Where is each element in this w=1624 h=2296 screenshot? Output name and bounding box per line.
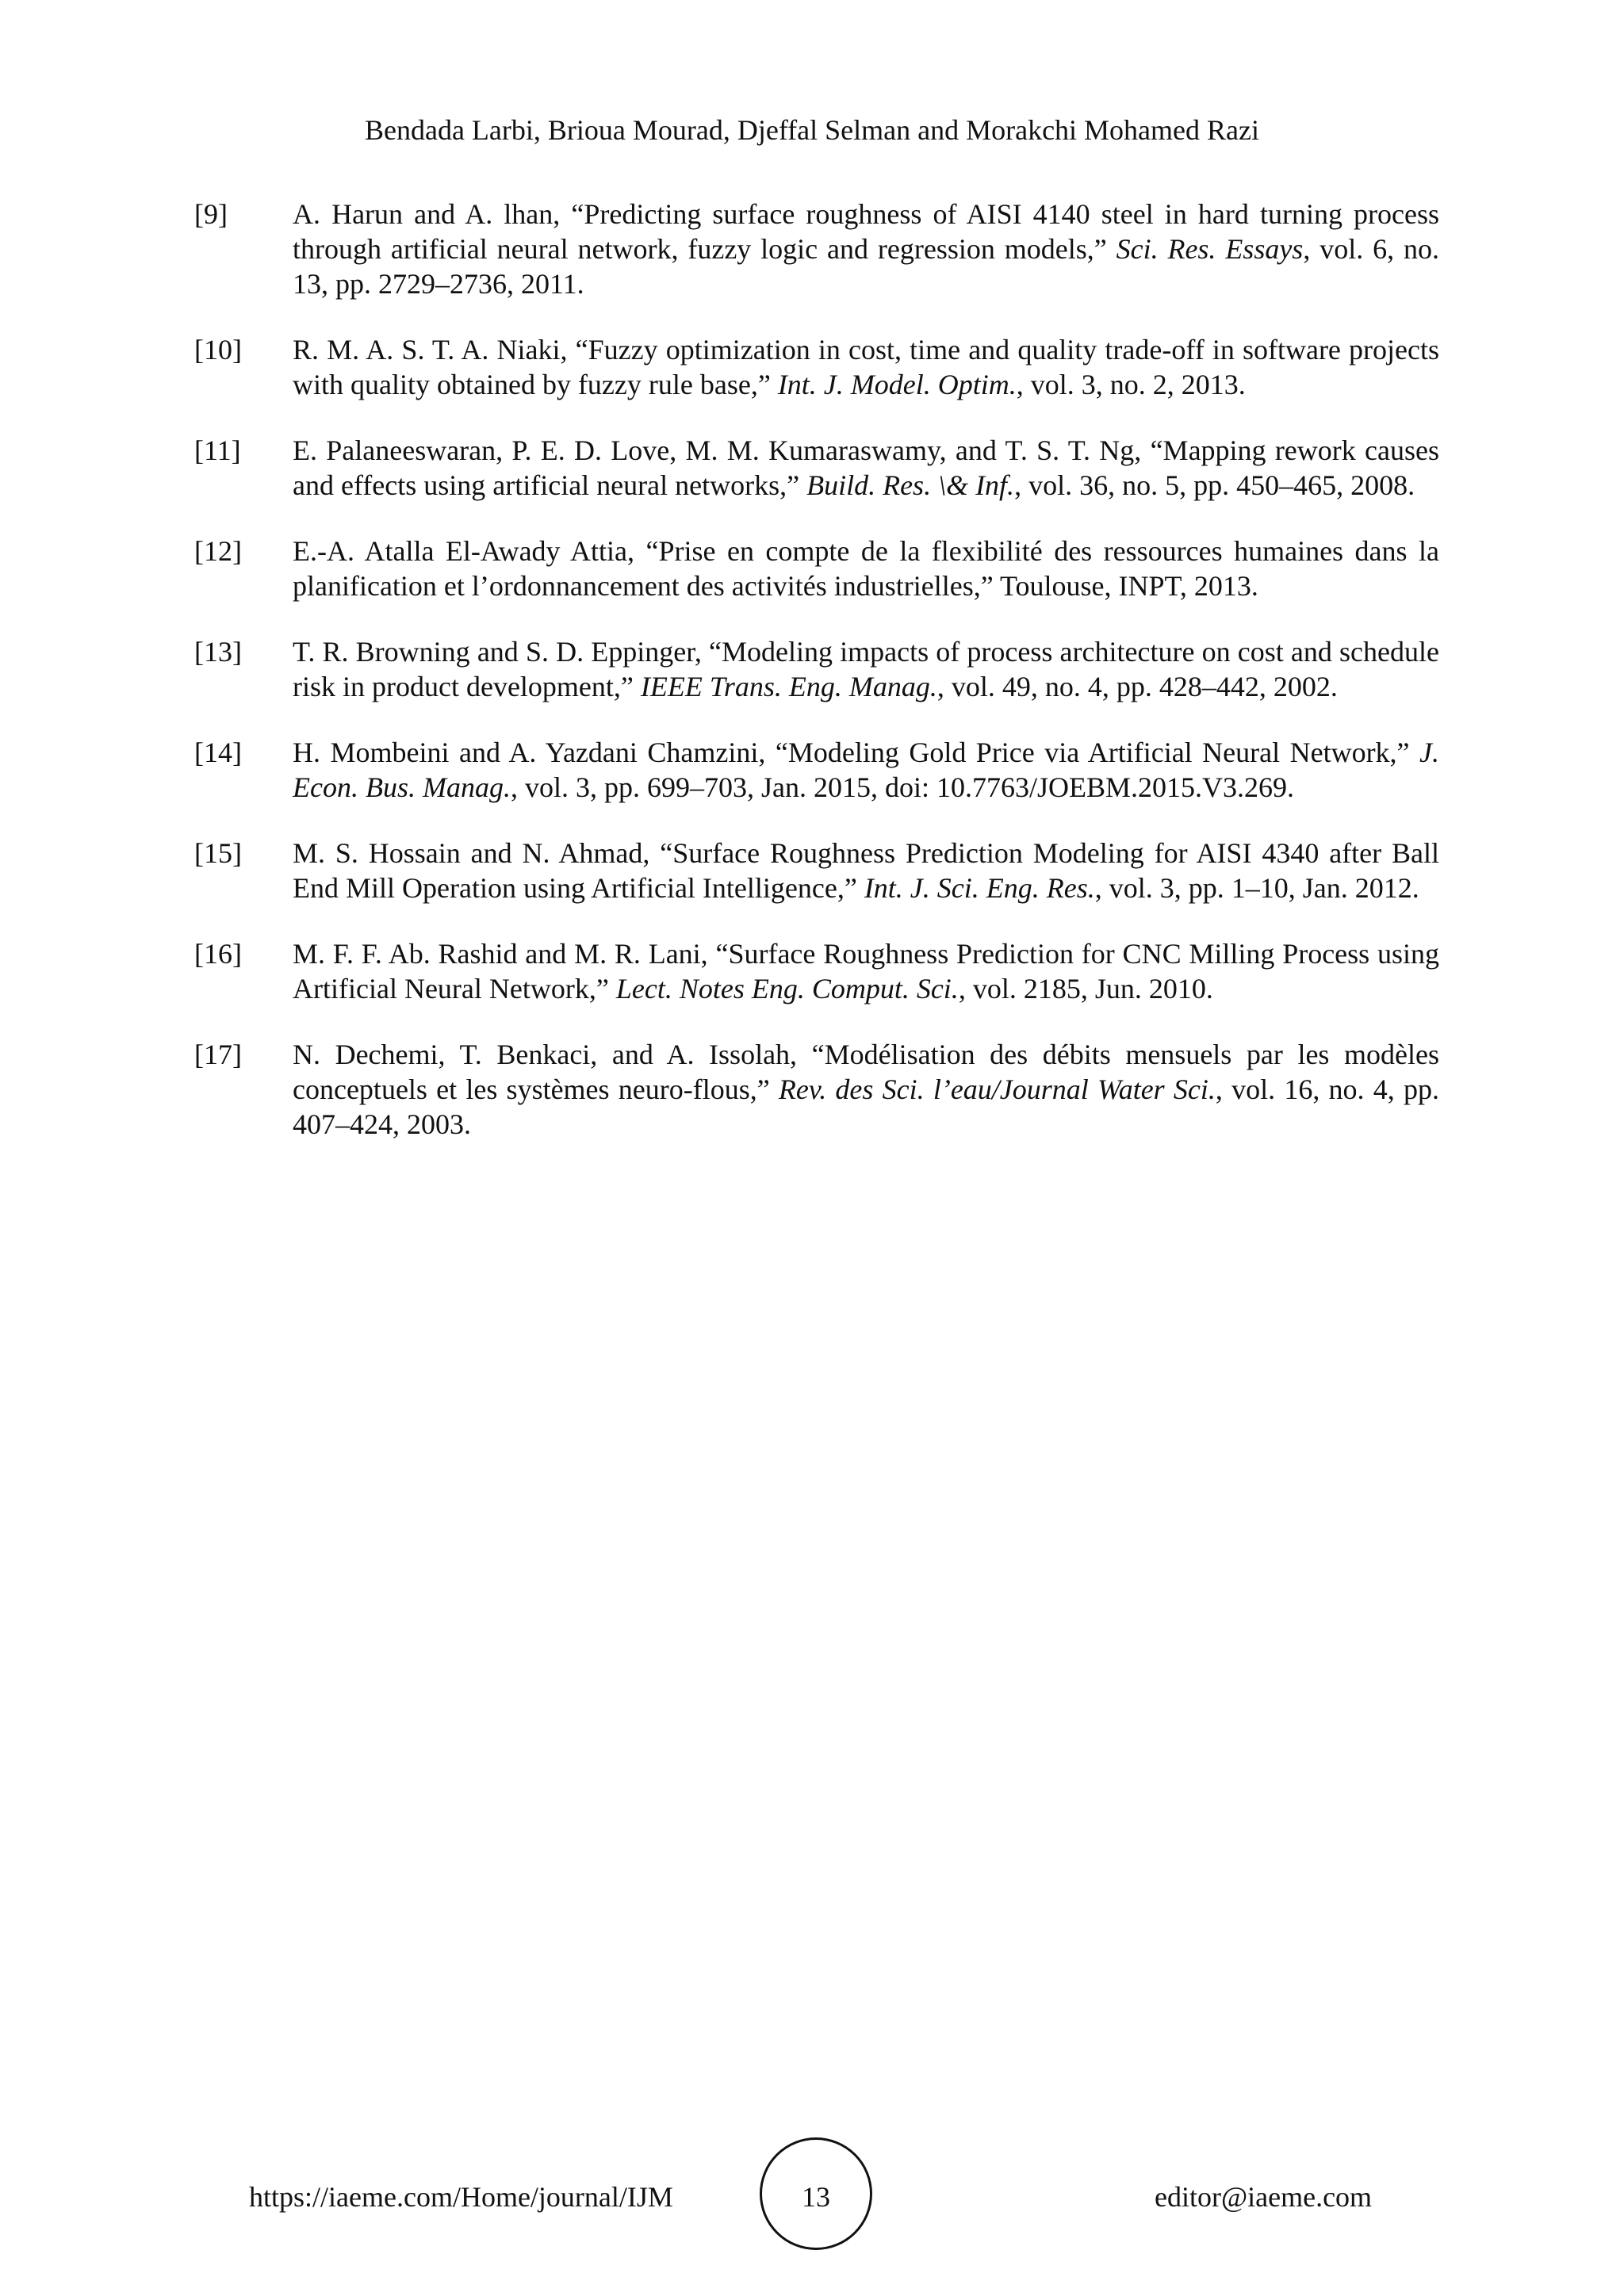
reference-text: [293, 433, 1439, 503]
reference-journal: Sci. Res. Essays: [1116, 233, 1304, 265]
reference-number: [13]: [194, 636, 242, 668]
reference-item: [194, 1037, 1439, 1142]
reference-number: [17]: [194, 1039, 242, 1070]
reference-body: M. S. Hossain and N. Ahmad, “Surface Roughness Prediction Modeling for AISI 4340 after Ball End Mill Operation using Artificial Intelligence,”: [293, 837, 1439, 904]
journal-url-link[interactable]: https://iaeme.com/Home/journal/IJM: [249, 2181, 673, 2213]
reference-journal: Build. Res. \& Inf.: [806, 469, 1015, 501]
reference-number: [10]: [194, 334, 242, 365]
reference-list: [194, 197, 1439, 1173]
page-number: 13: [802, 2181, 830, 2213]
reference-item: [194, 634, 1439, 704]
editor-email-link[interactable]: editor@iaeme.com: [1155, 2181, 1373, 2213]
reference-details: , vol. 36, no. 5, pp. 450–465, 2008.: [1014, 469, 1415, 501]
reference-body: E. Palaneeswaran, P. E. D. Love, M. M. Kumaraswamy, and T. S. T. Ng, “Mapping rework causes and effects using artificial neural networks,”: [293, 434, 1439, 501]
reference-journal: Lect. Notes Eng. Comput. Sci.: [615, 973, 959, 1004]
reference-details: , vol. 3, no. 2, 2013.: [1016, 369, 1246, 400]
reference-number: [15]: [194, 837, 242, 869]
reference-details: , vol. 3, pp. 699–703, Jan. 2015, doi: 10.7763/JOEBM.2015.V3.269.: [510, 771, 1294, 803]
reference-journal: IEEE Trans. Eng. Manag.: [640, 671, 937, 702]
reference-details: , vol. 16, no. 4, pp. 407–424, 2003.: [293, 1073, 1439, 1140]
reference-item: [194, 936, 1439, 1006]
reference-item: [194, 197, 1439, 301]
reference-body: M. F. F. Ab. Rashid and M. R. Lani, “Surface Roughness Prediction for CNC Milling Process using Artificial Neural Network,”: [293, 938, 1439, 1004]
reference-text: [293, 1037, 1439, 1142]
running-header: Bendada Larbi, Brioua Mourad, Djeffal Selman and Morakchi Mohamed Razi: [364, 114, 1259, 146]
reference-number: [9]: [194, 198, 228, 230]
reference-journal: J. Econ. Bus. Manag.: [293, 737, 1439, 803]
reference-details: , vol. 49, no. 4, pp. 428–442, 2002.: [936, 671, 1338, 702]
reference-item: [194, 534, 1439, 603]
reference-item: [194, 433, 1439, 503]
reference-body: A. Harun and A. lhan, “Predicting surface roughness of AISI 4140 steel in hard turning process through artificial neural network, fuzzy logic and regression models,”: [293, 198, 1439, 265]
reference-text: [293, 836, 1439, 905]
reference-text: [293, 634, 1439, 704]
reference-number: [12]: [194, 535, 242, 567]
page-footer: [0, 2137, 1624, 2256]
reference-details: , vol. 6, no. 13, pp. 2729–2736, 2011.: [293, 233, 1439, 300]
reference-item: [194, 735, 1439, 805]
reference-body: H. Mombeini and A. Yazdani Chamzini, “Modeling Gold Price via Artificial Neural Network,”: [293, 737, 1420, 768]
reference-text: [293, 332, 1439, 402]
reference-number: [16]: [194, 938, 242, 970]
reference-text: [293, 197, 1439, 301]
reference-body: R. M. A. S. T. A. Niaki, “Fuzzy optimization in cost, time and quality trade-off in software projects with quality obtained by fuzzy rule base,”: [293, 334, 1439, 400]
reference-body: E.-A. Atalla El-Awady Attia, “Prise en compte de la flexibilité des ressources humaines dans la planification et l’ordonnancement des activités industrielles,” Toulouse, INPT, 2013.: [293, 535, 1439, 602]
reference-item: [194, 332, 1439, 402]
reference-body: N. Dechemi, T. Benkaci, and A. Issolah, “Modélisation des débits mensuels par les modèles conceptuels et les systèmes neuro-flous,”: [293, 1039, 1439, 1105]
reference-text: [293, 534, 1439, 603]
reference-item: [194, 836, 1439, 905]
reference-text: [293, 735, 1439, 805]
reference-journal: Rev. des Sci. l’eau/Journal Water Sci.: [778, 1073, 1216, 1105]
reference-body: T. R. Browning and S. D. Eppinger, “Modeling impacts of process architecture on cost and schedule risk in product development,”: [293, 636, 1439, 702]
reference-number: [11]: [194, 434, 241, 466]
reference-details: , vol. 2185, Jun. 2010.: [958, 973, 1213, 1004]
reference-journal: Int. J. Sci. Eng. Res.: [864, 872, 1095, 904]
reference-text: [293, 936, 1439, 1006]
reference-journal: Int. J. Model. Optim.: [777, 369, 1017, 400]
reference-details: , vol. 3, pp. 1–10, Jan. 2012.: [1094, 872, 1419, 904]
reference-number: [14]: [194, 737, 242, 768]
